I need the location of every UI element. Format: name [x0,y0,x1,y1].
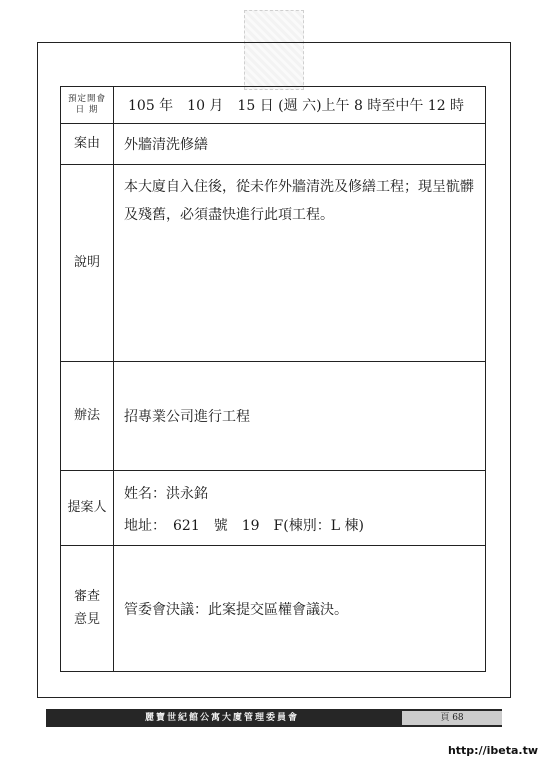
description-label: 說明 [61,165,114,361]
method-value: 招專業公司進行工程 [124,409,250,425]
method-label: 辦法 [61,362,114,470]
footer-organization: 麗寶世紀館公寓大廈管理委員會 [144,713,299,723]
proposer-name: 姓名：洪永銘 [124,486,208,502]
proposer-value [114,471,485,545]
proposal-form [60,86,486,672]
subject-row [61,124,485,165]
footer-bar [46,709,502,727]
proposer-row [61,471,485,546]
date-row [61,87,485,124]
date-label-line1: 預定開會 [67,93,106,104]
subject-label: 案由 [61,124,114,164]
subject-value: 外牆清洗修繕 [124,137,208,153]
method-row [61,362,485,471]
description-value: 本大廈自入住後，從未作外牆清洗及修繕工程；現呈骯髒及殘舊，必須盡快進行此項工程。 [124,179,474,223]
proposer-address: 地址： 621 號 19 F(棟別：L 棟) [124,518,364,534]
proposer-label: 提案人 [61,471,114,545]
page-number: 頁 68 [402,711,502,725]
date-value: 105 年 10 月 15 日 (週 六)上午 8 時至中午 12 時 [128,98,465,114]
watermark-url: http://ibeta.tw [447,744,538,757]
review-row [61,546,485,671]
date-label [61,87,114,123]
review-label-line2: 意見 [73,611,100,627]
review-label [61,546,114,671]
review-value: 管委會決議：此案提交區權會議決。 [124,601,348,618]
date-label-line2: 日 期 [75,105,99,115]
description-row [61,165,485,362]
review-label-line1: 審查 [73,589,100,605]
